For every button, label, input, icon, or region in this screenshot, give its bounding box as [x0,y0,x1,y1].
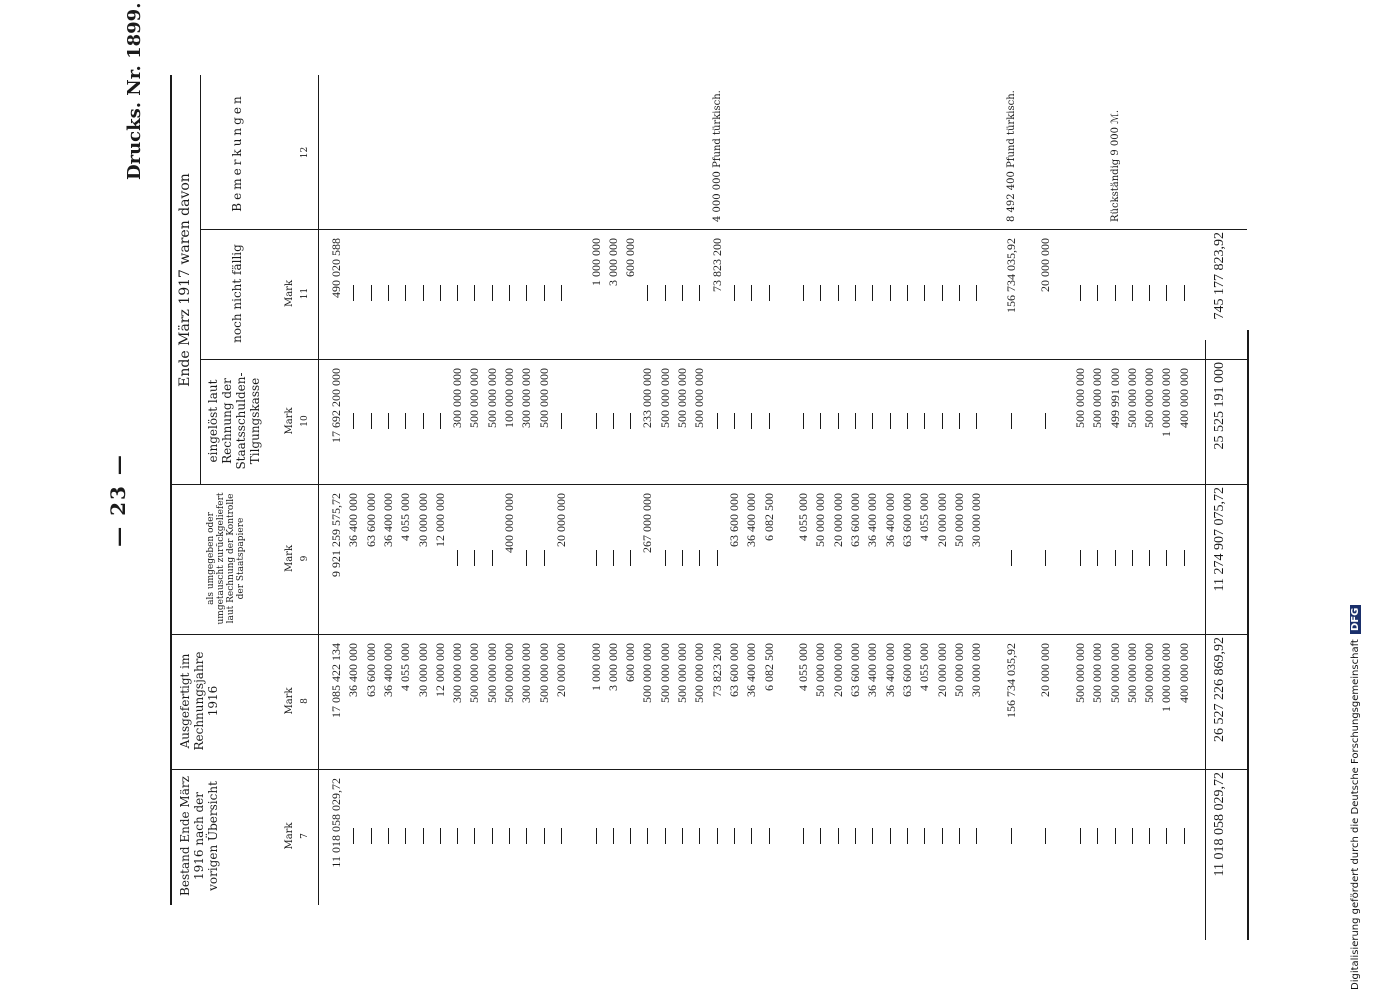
dash-mark [353,413,354,429]
table-cell: 300 000 000 [450,643,465,703]
dash-mark [1080,286,1081,302]
table-cell: 4 055 000 [398,493,413,541]
table-cell: 30 000 000 [969,643,984,697]
dash-mark [872,828,873,844]
dash-mark [976,286,977,302]
total-col8: 26 527 226 869,92 [1212,637,1227,742]
table-cell: 20 000 000 [1038,238,1053,292]
table-cell: 500 000 000 [1142,643,1157,703]
dash-mark [717,828,718,844]
dash-mark [717,413,718,429]
total-col10: 25 525 191 000 [1212,362,1227,450]
table-bottom-rule [1247,330,1249,940]
dash-mark [1166,551,1167,567]
dash-mark [907,286,908,302]
dash-mark [890,413,891,429]
table-cell: 63 600 000 [363,493,378,547]
dash-mark [769,828,770,844]
dash-mark [630,828,631,844]
header-bottom-rule [318,75,319,905]
dash-mark [1166,286,1167,302]
table-cell: 3 000 000 [605,643,620,691]
dash-mark [371,828,372,844]
table-cell: 30 000 000 [969,493,984,547]
dash-mark [959,828,960,844]
table-cell: 36 400 000 [882,643,897,697]
dash-mark [803,413,804,429]
table-cell: 50 000 000 [813,643,828,697]
dash-mark [1011,413,1012,429]
dash-mark [423,413,424,429]
dash-mark [492,828,493,844]
table-cell: 400 000 000 [1176,643,1191,703]
dash-mark [734,828,735,844]
column-divider [200,359,1247,360]
table-cell: 233 000 000 [640,368,655,428]
table-cell: 20 000 000 [830,493,845,547]
table-cell: 500 000 000 [1072,643,1087,703]
dash-mark [1097,828,1098,844]
dash-mark [890,286,891,302]
dash-mark [509,286,510,302]
dash-mark [872,413,873,429]
table-cell: 36 400 000 [380,493,395,547]
dash-mark [405,413,406,429]
table-cell: 20 000 000 [934,643,949,697]
dash-mark [1011,828,1012,844]
column-header-11: noch nicht fällig [230,244,244,343]
dash-mark [1132,828,1133,844]
dfg-notice: Digitalisierung gefördert durch die Deutsche Forschungsgemeinschaft [1350,639,1361,990]
table-cell: 63 600 000 [899,493,914,547]
dash-mark [682,286,683,302]
table-cell: 600 000 [623,238,638,277]
dash-mark [665,286,666,302]
dash-mark [751,828,752,844]
dash-mark [855,413,856,429]
dash-mark [872,286,873,302]
table-cell: 63 600 000 [726,493,741,547]
table-cell: 1 000 000 [588,643,603,691]
column-number: 10 [300,415,310,427]
dash-mark [405,828,406,844]
dash-mark [1184,828,1185,844]
dash-mark [682,828,683,844]
dash-mark [647,286,648,302]
totals-top-rule [1205,340,1206,940]
dash-mark [907,413,908,429]
table-cell: 500 000 000 [675,643,689,703]
dash-mark [457,286,458,302]
dfg-footer [1350,0,1361,990]
table-top-rule [170,75,172,905]
group-header: Ende März 1917 waren davon [177,173,193,387]
group-header-rule [200,75,201,485]
dash-mark [976,413,977,429]
table-cell: 20 000 000 [553,493,568,547]
column-number: 9 [300,555,310,562]
dfg-logo: DFG [1350,605,1361,634]
dash-mark [1115,551,1116,567]
dash-mark [1149,551,1150,567]
table-cell: 20 000 000 [553,643,568,697]
dash-mark [596,551,597,567]
table-cell: 500 000 000 [1072,368,1087,428]
dash-mark [630,551,631,567]
dash-mark [474,286,475,302]
dash-mark [526,286,527,302]
table-cell: 500 000 000 [657,368,672,428]
dash-mark [838,828,839,844]
table-cell: 1 000 000 000 [1159,643,1174,712]
table-cell: 156 734 035,92 [1003,643,1018,718]
table-cell: 300 000 000 [519,368,534,428]
column-divider [170,634,1247,635]
table-cell: 6 082 500 [761,643,776,691]
column-number: 7 [300,833,310,839]
table-cell: 36 400 000 [744,643,759,697]
document-reference: Drucks. Nr. 1899. [124,2,145,180]
table-cell: 4 055 000 [917,493,932,541]
dash-mark [751,286,752,302]
table-cell: 6 082 500 [761,493,776,541]
table-cell: 500 000 000 [536,643,551,703]
dash-mark [942,286,943,302]
dash-mark [596,828,597,844]
dash-mark [855,828,856,844]
dash-mark [1166,828,1167,844]
dash-mark [699,551,700,567]
column-divider [200,229,1247,230]
column-header-7: Bestand Ende März 1916 nach der vorigen Übersicht [178,776,220,896]
dash-mark [769,286,770,302]
table-cell: 500 000 000 [640,643,655,703]
table-cell: 1 000 000 [588,238,603,286]
dash-mark [1184,551,1185,567]
table-cell: 36 400 000 [346,643,361,697]
dash-mark [734,413,735,429]
column-header-12: Bemerkungen [230,93,244,212]
table-cell: 73 823 200 [709,238,724,292]
table-cell: 1 000 000 000 [1159,368,1174,437]
total-col11: 745 177 823,92 [1212,232,1227,320]
table-cell: 63 600 000 [899,643,914,697]
table-cell: 500 000 000 [657,643,672,703]
dash-mark [665,828,666,844]
dash-mark [734,286,735,302]
table-cell: 4 055 000 [796,643,811,691]
table-cell: 600 000 [623,643,638,682]
dash-mark [907,828,908,844]
table-cell: 500 000 000 [467,368,482,428]
dash-mark [699,828,700,844]
table-cell: 500 000 000 [1107,643,1122,703]
table-cell: 490 020 588 [329,238,343,298]
page-number: — 23 — [106,453,130,547]
column-header-9: als umgegeben oder umgetauscht zurückgeliefert laut Rechnung der Kontrolle der Staatspapiere [206,492,246,625]
table-cell: 500 000 000 [502,643,516,703]
dash-mark [561,413,562,429]
dash-mark [1045,828,1046,844]
dash-mark [942,413,943,429]
table-cell: 500 000 000 [484,368,499,428]
table-cell: 156 734 035,92 [1003,238,1018,313]
dash-mark [423,286,424,302]
column-divider [170,769,1247,770]
table-cell: 17 085 422 134 [329,643,343,718]
dash-mark [820,286,821,302]
dash-mark [959,413,960,429]
table-cell: 4 055 000 [398,643,413,691]
dash-mark [855,286,856,302]
dash-mark [492,286,493,302]
table-cell: 300 000 000 [450,368,465,428]
dash-mark [942,828,943,844]
table-cell: 36 400 000 [380,643,395,697]
table-cell: 500 000 000 [675,368,689,428]
table-cell: 500 000 000 [536,368,551,428]
table-cell: 500 000 000 [692,368,707,428]
dash-mark [492,551,493,567]
table-cell: 30 000 000 [415,643,430,697]
unit-label: Mark [284,407,295,435]
table-cell: 50 000 000 [951,643,966,697]
unit-label: Mark [284,279,295,308]
table-cell: 11 018 058 029,72 [329,778,343,868]
table-cell: 4 055 000 [796,493,811,541]
column-number: 8 [300,698,310,704]
table-cell: 500 000 000 [1090,643,1105,703]
dash-mark [699,286,700,302]
table-cell: 20 000 000 [830,643,845,697]
remark-note: 4 000 000 Pfund türkisch. [711,90,723,222]
dash-mark [924,828,925,844]
table-cell: 400 000 000 [1176,368,1191,428]
dash-mark [838,286,839,302]
table-cell: 500 000 000 [1124,368,1139,428]
dash-mark [613,413,614,429]
table-cell: 36 400 000 [865,643,880,697]
table-cell: 4 055 000 [917,643,932,691]
dash-mark [561,828,562,844]
dash-mark [544,828,545,844]
dash-mark [440,286,441,302]
dash-mark [751,413,752,429]
dash-mark [1149,828,1150,844]
table-cell: 30 000 000 [415,493,430,547]
dash-mark [838,413,839,429]
dash-mark [509,828,510,844]
table-cell: 267 000 000 [640,493,655,553]
dash-mark [924,286,925,302]
column-divider [170,484,1247,485]
dash-mark [371,413,372,429]
table-cell: 17 692 200 000 [329,368,343,443]
total-col9: 11 274 907 075,72 [1212,487,1227,592]
dash-mark [353,828,354,844]
dash-mark [1115,828,1116,844]
table-cell: 9 921 259 575,72 [329,493,343,577]
dash-mark [353,286,354,302]
table-cell: 63 600 000 [848,493,862,547]
table-cell: 400 000 000 [502,493,516,553]
dash-mark [820,828,821,844]
table-cell: 499 991 000 [1107,368,1122,428]
dash-mark [388,828,389,844]
table-cell: 300 000 000 [519,643,534,703]
dash-mark [526,828,527,844]
dash-mark [405,286,406,302]
table-cell: 500 000 000 [1142,368,1157,428]
dash-mark [544,551,545,567]
table-cell: 63 600 000 [363,643,378,697]
table-cell: 20 000 000 [1038,643,1053,697]
dash-mark [440,413,441,429]
table-cell: 36 400 000 [346,493,361,547]
dash-mark [613,551,614,567]
table-cell: 500 000 000 [484,643,499,703]
dash-mark [457,828,458,844]
table-cell: 36 400 000 [744,493,759,547]
dash-mark [474,828,475,844]
unit-label: Mark [284,544,295,573]
dash-mark [959,286,960,302]
unit-label: Mark [284,687,295,715]
dash-mark [561,286,562,302]
dash-mark [890,828,891,844]
table-cell: 20 000 000 [934,493,949,547]
dash-mark [596,413,597,429]
dash-mark [1097,551,1098,567]
dash-mark [1045,551,1046,567]
dash-mark [630,413,631,429]
table-cell: 3 000 000 [605,238,620,286]
dash-mark [1132,286,1133,302]
column-number: 11 [300,287,310,300]
remark-note: Rückständig 9 000 ℳ. [1109,109,1121,222]
dash-mark [526,551,527,567]
dash-mark [440,828,441,844]
table-cell: 500 000 000 [1124,643,1139,703]
column-header-10: eingelöst laut Rechnung der Staatsschulden-Tilgungskasse [206,372,262,470]
dash-mark [1132,551,1133,567]
total-col7: 11 018 058 029,72 [1212,772,1227,877]
unit-label: Mark [284,822,295,850]
dash-mark [457,551,458,567]
dash-mark [1149,286,1150,302]
dash-mark [769,413,770,429]
table-cell: 12 000 000 [432,643,447,697]
dash-mark [717,551,718,567]
dash-mark [803,286,804,302]
dash-mark [647,828,648,844]
dash-mark [1184,286,1185,302]
dash-mark [474,551,475,567]
table-cell: 100 000 000 [502,368,516,428]
column-number: 12 [300,146,310,159]
table-cell: 63 600 000 [848,643,862,697]
table-cell: 500 000 000 [467,643,482,703]
dash-mark [1097,286,1098,302]
table-cell: 500 000 000 [1090,368,1105,428]
table-cell: 500 000 000 [692,643,707,703]
remark-note: 8 492 400 Pfund türkisch. [1005,90,1017,222]
dash-mark [803,828,804,844]
dash-mark [976,828,977,844]
dash-mark [388,286,389,302]
table-cell: 50 000 000 [813,493,828,547]
dash-mark [388,413,389,429]
dash-mark [665,551,666,567]
dash-mark [1115,286,1116,302]
column-header-8: Ausgefertigt im Rechnungsjahre 1916 [178,651,220,751]
table-cell: 36 400 000 [882,493,897,547]
dash-mark [423,828,424,844]
table-cell: 50 000 000 [951,493,966,547]
dash-mark [371,286,372,302]
dash-mark [1011,551,1012,567]
dash-mark [924,413,925,429]
dash-mark [1045,413,1046,429]
dash-mark [682,551,683,567]
table-cell: 73 823 200 [709,643,724,697]
dash-mark [820,413,821,429]
dash-mark [613,828,614,844]
dash-mark [544,286,545,302]
dash-mark [1080,551,1081,567]
table-cell: 63 600 000 [726,643,741,697]
table-cell: 36 400 000 [865,493,880,547]
table-cell: 12 000 000 [432,493,447,547]
dash-mark [1080,828,1081,844]
